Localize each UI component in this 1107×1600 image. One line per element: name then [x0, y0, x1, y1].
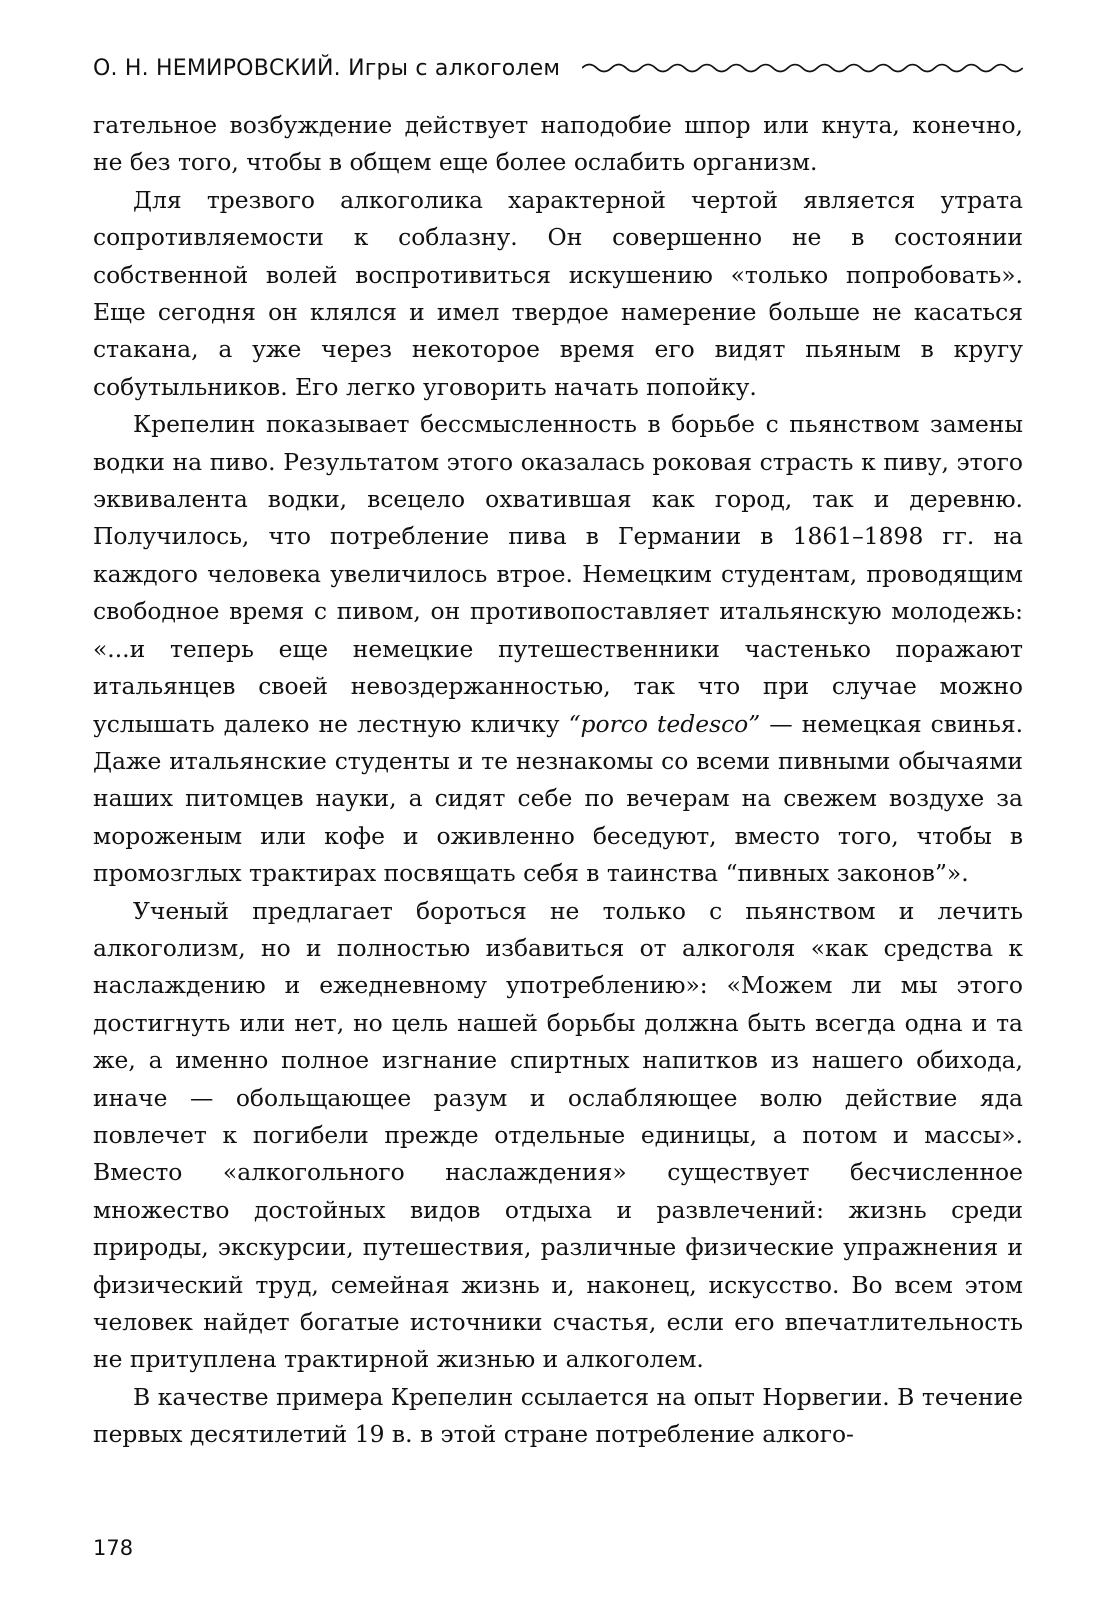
wave-ornament — [582, 58, 1023, 78]
running-title: О. Н. НЕМИРОВСКИЙ. Игры с алкоголем — [93, 55, 561, 81]
paragraph-3-part-2: — немецкая свинья. Даже итальянские студенты и те незнакомы со всеми пивными обычаями наших питомцев науки, а сидят себе по вечерам на свежем воздухе за мороженым или кофе и оживленно беседуют, вместо того, чтобы в промозглых трактирах посвящать себя в таинства “пивных законов”». — [93, 709, 1024, 888]
paragraph-1: гательное возбуждение действует наподобие шпор или кнута, конечно, не без того, чтобы в общем еще более ослабить организм. — [93, 111, 1023, 177]
page-number: 178 — [93, 1536, 134, 1560]
body-text — [93, 107, 1023, 1454]
foreign-phrase: “porco tedesco” — [568, 709, 761, 738]
paragraph-2: Для трезвого алкоголика характерной чертой является утрата сопротивляемости к соблазну. Он совершенно не в состоянии собственной волей воспротивиться искушению «только попробовать». Еще сегодня он клялся и имел твердое намерение больше не касаться стакана, а уже через некоторое время его видят пьяным в кругу собутыльников. Его легко уговорить начать попойку. — [93, 185, 1023, 401]
paragraph-3-part-1: Крепелин показывает бессмысленность в борьбе с пьянством замены водки на пиво. Результатом этого оказалась роковая страсть к пиву, этого эквивалента водки, всецело охватившая как город, так и деревню. Получилось, что потребление пива в Германии в 1861–1898 гг. на каждого человека увеличилось втрое. Немецким студентам, проводящим свободное время с пивом, он противопоставляет итальянскую молодежь: «...и теперь еще немецкие путешественники частенько поражают итальянцев своей невоздержанностью, так что при случае можно услышать далеко не лестную кличку — [93, 410, 1023, 738]
paragraph-3 — [93, 406, 1023, 892]
paragraph-5: В качестве примера Крепелин ссылается на опыт Норвегии. В течение первых десятилетий 19 в. в этой стране потребление алкого- — [93, 1382, 1023, 1449]
running-head — [93, 48, 1023, 88]
paragraph-4: Ученый предлагает бороться не только с пьянством и лечить алкоголизм, но и полностью избавиться от алкоголя «как средства к наслаждению и ежедневному употреблению»: «Можем ли мы этого достигнуть или нет, но цель нашей борьбы должна быть всегда одна и та же, а именно полное изгнание спиртных напитков из нашего обихода, иначе — обольщающее разум и ослабляющее волю действие яда повлечет к погибели прежде отдельные единицы, а потом и массы». Вместо «алкогольного наслаждения» существует бесчисленное множество достойных видов отдыха и развлечений: жизнь среди природы, экскурсии, путешествия, различные физические упражнения и физический труд, семейная жизнь и, наконец, искусство. Во всем этом человек найдет богатые источники счастья, если его впечатлительность не притуплена трактирной жизнью и алкоголем. — [93, 896, 1023, 1374]
